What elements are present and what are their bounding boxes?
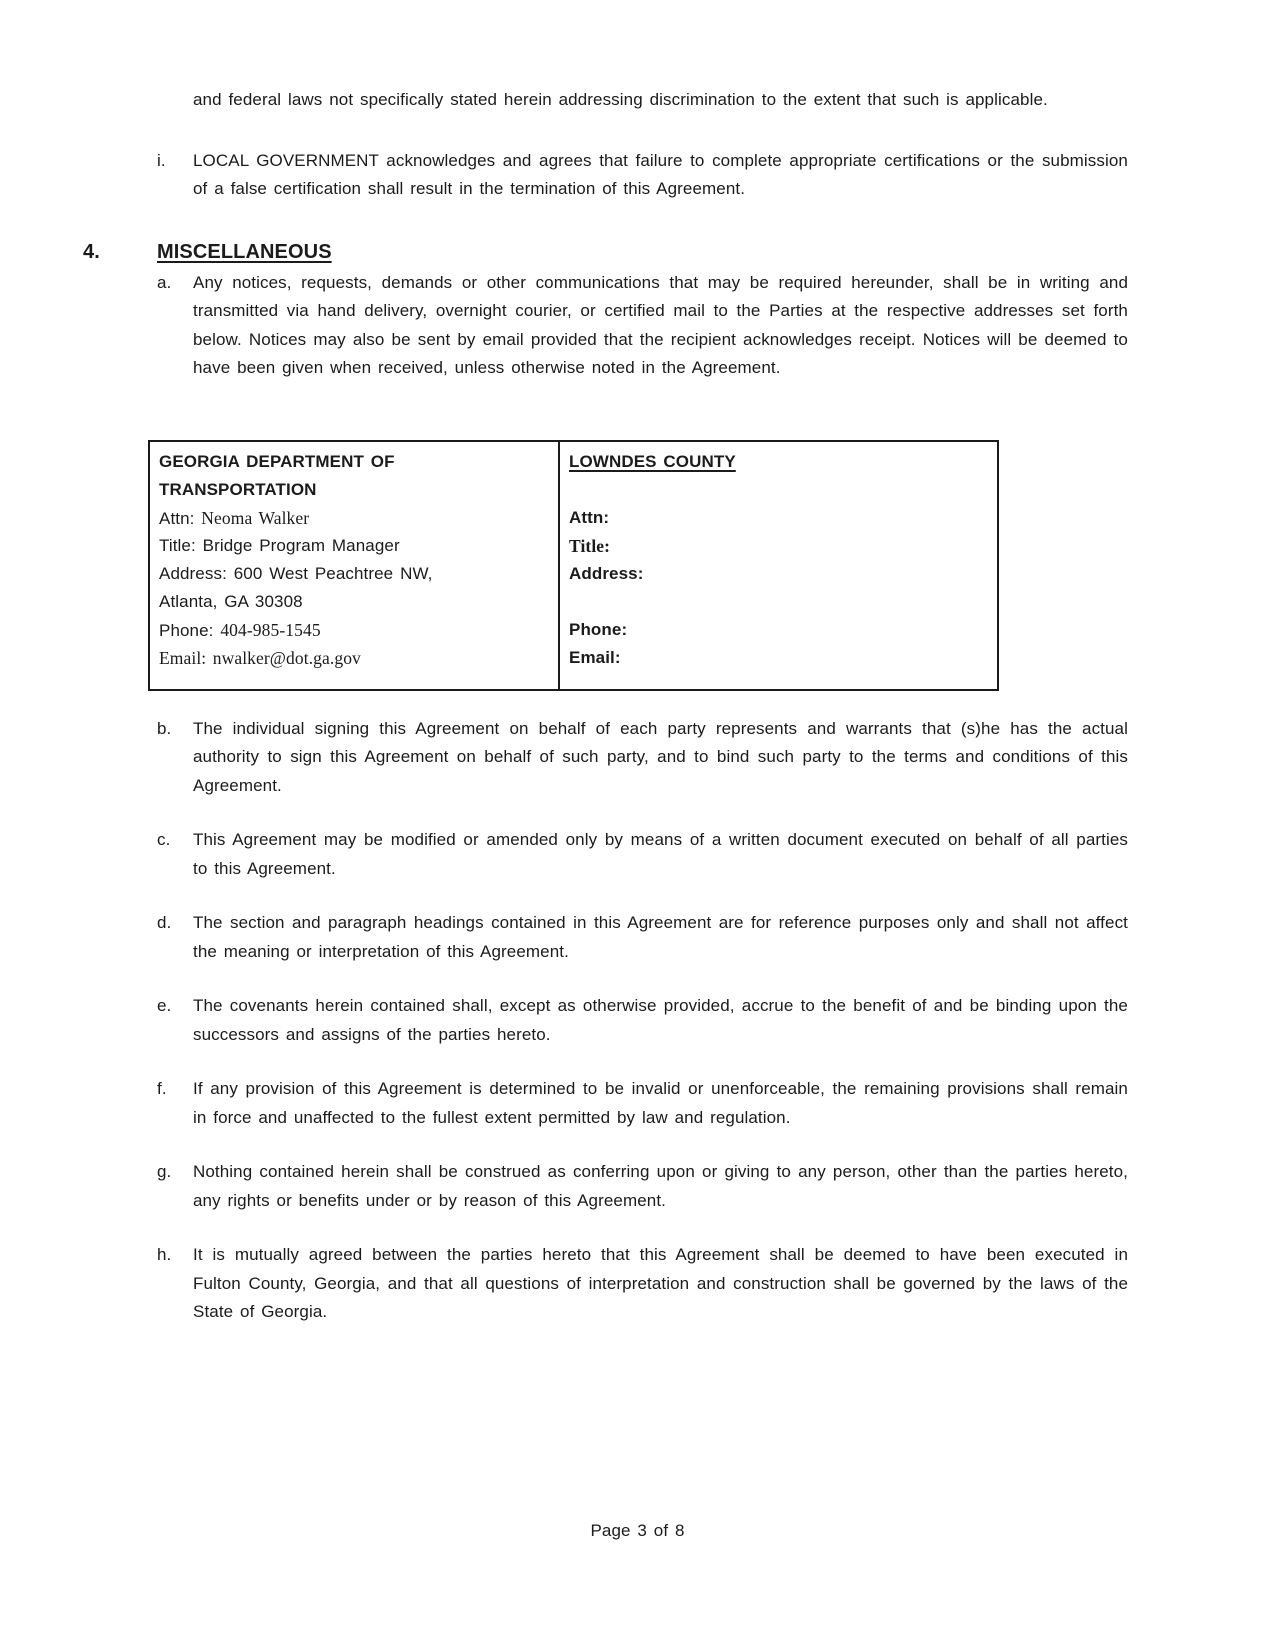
list-item-d (157, 909, 1128, 966)
gdot-cell (149, 441, 559, 690)
county-cell (559, 441, 998, 690)
list-item-e (157, 992, 1128, 1049)
list-marker-h: h. (157, 1245, 172, 1264)
list-marker-g: g. (157, 1162, 172, 1181)
gdot-attn-row (159, 504, 549, 532)
list-marker-i: i. (157, 150, 166, 170)
county-attn-label: Attn: (569, 507, 610, 527)
gdot-email-row (159, 644, 549, 672)
gdot-name-line2: TRANSPORTATION (159, 479, 317, 499)
list-item-f (157, 1075, 1128, 1132)
section-number: 4. (83, 240, 100, 263)
list-item-c (157, 826, 1128, 883)
list-item-a (157, 269, 1128, 383)
page-footer: Page 3 of 8 (590, 1521, 685, 1540)
section-heading-miscellaneous (83, 237, 1275, 267)
county-email-label: Email: (569, 647, 621, 667)
list-item-i (157, 147, 1128, 204)
list-marker-b: b. (157, 718, 172, 738)
gdot-address-value: 600 West Peachtree NW, (233, 563, 433, 583)
county-name: LOWNDES COUNTY (569, 451, 736, 471)
list-item-h-text: It is mutually agreed between the parties hereto that this Agreement shall be deemed to have been executed in Fulton County, Georgia, and that all questions of interpretation and construction shall be governed by the laws of the State of Georgia. (193, 1245, 1128, 1321)
gdot-phone-label: Phone: (159, 620, 214, 640)
county-blank-row-2 (569, 588, 988, 616)
gdot-address-label: Address: (159, 563, 227, 583)
list-marker-c: c. (157, 830, 171, 849)
list-marker-e: e. (157, 996, 172, 1015)
list-marker-a: a. (157, 272, 172, 292)
gdot-address-line2: Atlanta, GA 30308 (159, 591, 303, 611)
list-item-g-text: Nothing contained herein shall be construed as conferring upon or giving to any person, other than the parties hereto, any rights or benefits under or by reason of this Agreement. (193, 1162, 1128, 1210)
list-item-b (157, 715, 1128, 801)
gdot-address-row (159, 560, 549, 588)
county-title-label: Title: (569, 535, 611, 556)
list-item-h (157, 1241, 1128, 1327)
gdot-phone-value: 404-985-1545 (220, 619, 321, 640)
gdot-attn-label: Attn: (159, 508, 195, 528)
contact-table-row (149, 441, 998, 690)
section-title: MISCELLANEOUS (157, 240, 332, 263)
list-marker-d: d. (157, 913, 172, 932)
list-item-i-text: LOCAL GOVERNMENT acknowledges and agrees that failure to complete appropriate certifications or the submission of a false certification shall result in the termination of this Agreement. (193, 150, 1128, 198)
gdot-email-value: nwalker@dot.ga.gov (212, 647, 361, 668)
gdot-email-label: Email: (159, 647, 207, 668)
list-item-b-text: The individual signing this Agreement on behalf of each party represents and warrants that (s)he has the actual authority to sign this Agreement on behalf of such party, and to bind such party to the terms and conditions of this Agreement. (193, 718, 1128, 795)
gdot-title-label: Title: (159, 535, 196, 555)
gdot-phone-row (159, 616, 549, 644)
county-blank-row-1 (569, 476, 988, 504)
list-item-c-text: This Agreement may be modified or amended only by means of a written document executed on behalf of all parties to this Agreement. (193, 830, 1128, 878)
gdot-name-line1: GEORGIA DEPARTMENT OF (159, 451, 395, 471)
list-marker-f: f. (157, 1079, 167, 1098)
gdot-title-value: Bridge Program Manager (202, 535, 400, 555)
contact-table (148, 440, 999, 691)
gdot-title-row (159, 532, 549, 560)
list-item-a-text: Any notices, requests, demands or other communications that may be required hereunder, shall be in writing and transmitted via hand delivery, overnight courier, or certified mail to the Parties at the respective addresses set forth below. Notices may also be sent by email provided that the recipient acknowledges receipt. Notices will be deemed to have been given when received, unless otherwise noted in the Agreement. (193, 272, 1128, 377)
county-phone-label: Phone: (569, 619, 628, 639)
paragraph-continuation: and federal laws not specifically stated herein addressing discrimination to the extent that such is applicable. (193, 90, 1048, 109)
list-item-g (157, 1158, 1128, 1215)
list-item-e-text: The covenants herein contained shall, except as otherwise provided, accrue to the benefit of and be binding upon the successors and assigns of the parties hereto. (193, 996, 1128, 1044)
gdot-attn-value: Neoma Walker (201, 507, 310, 528)
list-item-f-text: If any provision of this Agreement is determined to be invalid or unenforceable, the remaining provisions shall remain in force and unaffected to the fullest extent permitted by law and regulation. (193, 1079, 1128, 1127)
county-address-label: Address: (569, 563, 644, 583)
list-item-d-text: The section and paragraph headings contained in this Agreement are for reference purposes only and shall not affect the meaning or interpretation of this Agreement. (193, 913, 1128, 961)
